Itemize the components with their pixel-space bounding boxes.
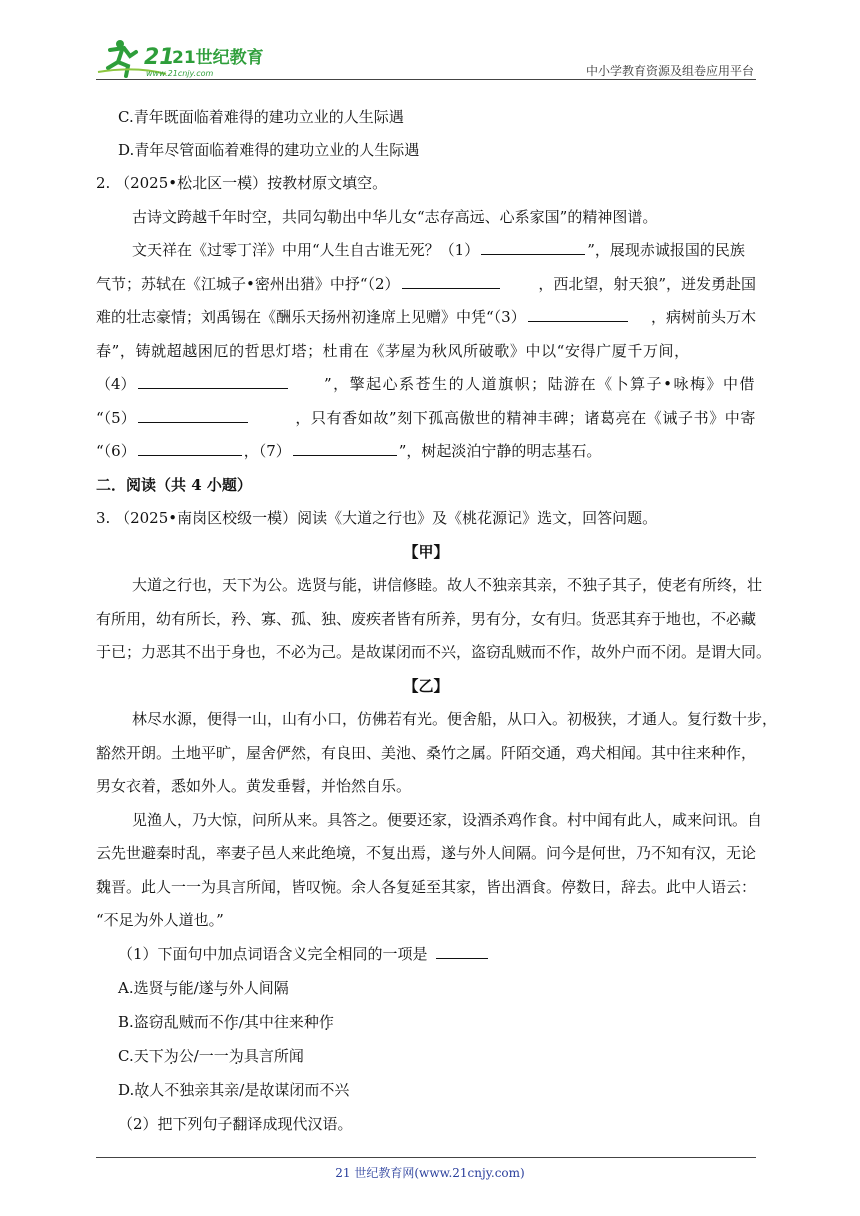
blank-7[interactable] — [293, 441, 397, 456]
logo-text: 21世纪教育 — [172, 48, 264, 68]
blank-6[interactable] — [138, 441, 242, 456]
sub-question-2: （2）把下列句子翻译成现代汉语。 — [118, 1115, 353, 1133]
sub-question-1: （1）下面句中加点词语含义完全相同的一项是 — [118, 943, 490, 964]
footer-divider — [96, 1157, 756, 1158]
jia-line-1: 大道之行也，天下为公。选贤与能，讲信修睦。故人不独亲其亲，不独子其子，使老有所终，壮 — [132, 576, 763, 594]
yi-line-1: 林尽水源，便得一山，山有小口，仿佛若有光。便舍船，从口入。初极狭，才通人。复行数十步， — [132, 710, 778, 728]
q2-line-2: 气节；苏轼在《江城子•密州出猎》中抒“（2） ，西北望，射天狼”，迸发勇赴国 — [96, 275, 756, 293]
q2-line-5: （4） ”，擎起心系苍生的人道旗帜；陆游在《卜算子•咏梅》中借 — [96, 375, 756, 393]
option-b[interactable]: B.盗窃乱贼而不作/其中往来种作 — [118, 1013, 334, 1031]
option-c-prev: C.青年既面临着难得的建功立业的人生际遇 — [118, 108, 404, 126]
section-2-title: 二．阅读（共 4 小题） — [96, 476, 252, 494]
option-d[interactable]: D.故人不独亲其亲/是故谋闭而不兴 — [118, 1081, 350, 1099]
yi-line-5: 云先世避秦时乱，率妻子邑人来此绝境，不复出焉，遂与外人间隔。问今是何世，乃不知有汉，无论 — [96, 844, 757, 862]
question-2-intro: 古诗文跨越千年时空，共同勾勒出中华儿女“志存高远、心系家国”的精神图谱。 — [132, 208, 658, 226]
logo-runner-icon — [96, 36, 266, 80]
q2-line-6: “（5） ，只有香如故”刻下孤高傲世的精神丰碑；诸葛亮在《诫子书》中寄 — [96, 409, 756, 427]
option-a[interactable]: A.选贤与能/遂与外人间隔 — [118, 979, 289, 997]
blank-4[interactable] — [138, 374, 288, 389]
yi-line-2: 豁然开朗。土地平旷，屋舍俨然，有良田、美池、桑竹之属。阡陌交通，鸡犬相闻。其中往来种作， — [96, 744, 757, 762]
passage-jia-label: 【甲】 — [403, 543, 449, 561]
platform-name: 中小学教育资源及组卷应用平台 — [585, 64, 754, 78]
question-3-title: 3. （2025•南岗区校级一模）阅读《大道之行也》及《桃花源记》选文，回答问题。 — [96, 509, 658, 527]
footer-link[interactable]: 21 世纪教育网(www.21cnjy.com) — [335, 1166, 525, 1180]
yi-line-7: “不足为外人道也。” — [96, 911, 224, 929]
page-header — [96, 36, 756, 80]
question-2-title: 2. （2025•松北区一模）按教材原文填空。 — [96, 174, 388, 192]
yi-line-3: 男女衣着，悉如外人。黄发垂髫，并怡然自乐。 — [96, 777, 412, 795]
q2-line-7: “（6） ，（7） ”，树起淡泊宁静的明志基石。 — [96, 442, 602, 460]
q2-line-1: 文天祥在《过零丁洋》中用“人生自古谁无死？（1） ”，展现赤诚报国的民族 — [132, 241, 745, 259]
blank-1[interactable] — [481, 240, 585, 255]
q2-line-3: 难的壮志豪情；刘禹锡在《酬乐天扬州初逢席上见赠》中凭“（3） ，病树前头万木 — [96, 308, 756, 326]
header-divider — [96, 79, 756, 80]
yi-line-4: 见渔人，乃大惊，问所从来。具答之。便要还家，设酒杀鸡作食。村中闻有此人，咸来问讯。自 — [132, 811, 763, 829]
logo-sub: www.21cnjy.com — [146, 69, 214, 78]
blank-3[interactable] — [528, 307, 628, 322]
site-logo — [96, 36, 266, 80]
jia-line-2: 有所用，幼有所长，矜、寡、孤、独、废疾者皆有所养，男有分，女有归。货恶其弃于地也，不必藏 — [96, 610, 757, 628]
option-c[interactable]: C.天下为公/一一为具言所闻 — [118, 1047, 304, 1065]
option-d-prev: D.青年尽管面临着难得的建功立业的人生际遇 — [118, 141, 420, 159]
passage-yi-label: 【乙】 — [403, 677, 449, 695]
jia-line-3: 于已；力恶其不出于身也，不必为己。是故谋闭而不兴，盗窃乱贼而不作，故外户而不闭。是谓大同。 — [96, 643, 772, 661]
yi-line-6: 魏晋。此人一一为具言所闻，皆叹惋。余人各复延至其家，皆出酒食。停数日，辞去。此中人语云： — [96, 878, 757, 896]
blank-5[interactable] — [138, 408, 248, 423]
svg-text:21: 21 — [144, 45, 175, 70]
blank-2[interactable] — [402, 274, 500, 289]
answer-blank-1[interactable] — [436, 944, 488, 959]
q2-line-4: 春”，铸就超越困厄的哲思灯塔；杜甫在《茅屋为秋风所破歌》中以“安得广厦千万间， — [96, 342, 690, 360]
